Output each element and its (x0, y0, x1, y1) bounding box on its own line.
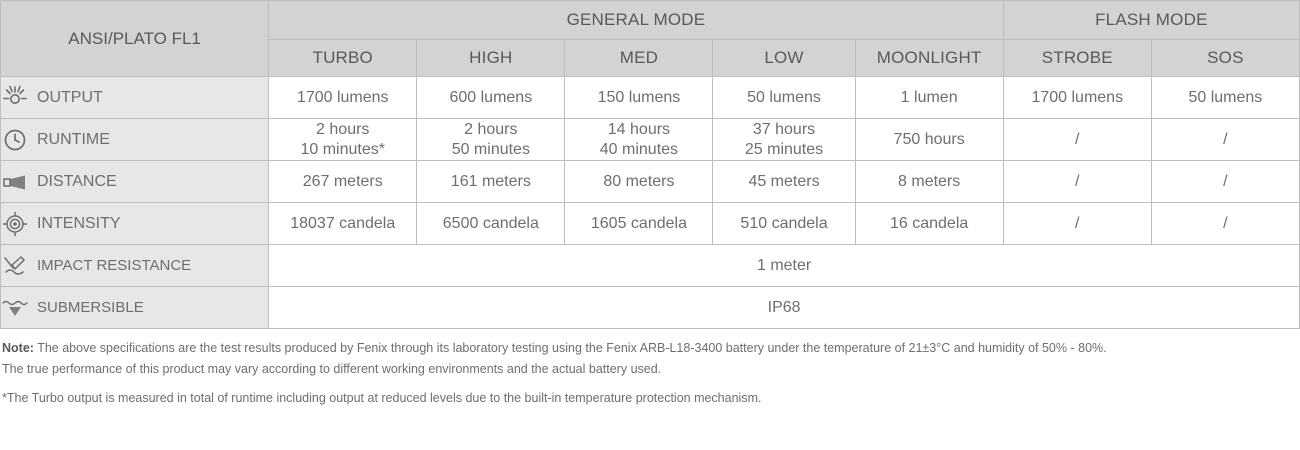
cell-distance-moonlight: 8 meters (855, 161, 1003, 203)
row-label-runtime (1, 119, 269, 161)
cell-intensity-low: 510 candela (713, 203, 855, 245)
cell-intensity-moonlight: 16 candela (855, 203, 1003, 245)
row-label-text: INTENSITY (37, 214, 121, 232)
row-label-text: IMPACT RESISTANCE (37, 257, 192, 274)
footnote-line2: The true performance of this product may vary according to different working environments and the actual battery used. (2, 361, 662, 376)
table-row (1, 119, 1300, 161)
corner-header-ansi-plato: ANSI/PLATO FL1 (1, 1, 269, 77)
cell-runtime-med-line1: 14 hours (607, 120, 671, 138)
beam-distance-icon (1, 168, 29, 196)
cell-output-moonlight: 1 lumen (855, 77, 1003, 119)
column-header-high: HIGH (417, 40, 565, 77)
cell-runtime-turbo (269, 119, 417, 161)
row-label-impact-resistance (1, 245, 269, 287)
cell-runtime-low (713, 119, 855, 161)
cell-intensity-sos: / (1151, 203, 1299, 245)
row-label-text: RUNTIME (37, 130, 110, 148)
table-row (1, 203, 1300, 245)
cell-distance-low: 45 meters (713, 161, 855, 203)
cell-runtime-low-line1: 37 hours (752, 120, 816, 138)
cell-impact-resistance-value: 1 meter (269, 245, 1300, 287)
cell-runtime-sos: / (1151, 119, 1299, 161)
cell-runtime-strobe: / (1003, 119, 1151, 161)
footnote-line1: The above specifications are the test results produced by Fenix through its laboratory testing using the Fenix ARB-L18-3400 battery under the temperature of 21±3°C and humidity of 50% - 80%. (33, 341, 1107, 355)
cell-runtime-high-line2: 50 minutes (451, 140, 530, 158)
cell-runtime-turbo-line2: 10 minutes* (300, 140, 385, 158)
cell-distance-high: 161 meters (417, 161, 565, 203)
table-row (1, 77, 1300, 119)
cell-runtime-turbo-line1: 2 hours (316, 120, 370, 138)
column-header-turbo: TURBO (269, 40, 417, 77)
cell-intensity-med: 1605 candela (565, 203, 713, 245)
cell-intensity-turbo: 18037 candela (269, 203, 417, 245)
cell-runtime-med (565, 119, 713, 161)
column-header-strobe: STROBE (1003, 40, 1151, 77)
footnote-label: Note: (2, 341, 34, 355)
cell-output-sos: 50 lumens (1151, 77, 1299, 119)
cell-output-turbo: 1700 lumens (269, 77, 417, 119)
cell-distance-sos: / (1151, 161, 1299, 203)
row-label-submersible (1, 287, 269, 329)
table-row (1, 245, 1300, 287)
column-header-low: LOW (713, 40, 855, 77)
cell-runtime-low-line2: 25 minutes (744, 140, 824, 158)
table-row (1, 287, 1300, 329)
target-intensity-icon (1, 210, 29, 238)
footnote-line3: *The Turbo output is measured in total of runtime including output at reduced levels due to the built-in temperature protection mechanism. (2, 390, 762, 405)
column-header-moonlight: MOONLIGHT (855, 40, 1003, 77)
impact-drop-icon (1, 252, 29, 280)
cell-runtime-med-line2: 40 minutes (599, 140, 679, 158)
column-header-sos: SOS (1151, 40, 1299, 77)
row-label-distance (1, 161, 269, 203)
cell-runtime-moonlight: 750 hours (855, 119, 1003, 161)
cell-output-med: 150 lumens (565, 77, 713, 119)
cell-distance-strobe: / (1003, 161, 1151, 203)
cell-distance-turbo: 267 meters (269, 161, 417, 203)
row-label-intensity (1, 203, 269, 245)
cell-output-strobe: 1700 lumens (1003, 77, 1151, 119)
cell-runtime-high (417, 119, 565, 161)
water-wave-icon (1, 294, 29, 322)
cell-submersible-value: IP68 (269, 287, 1300, 329)
row-label-text: SUBMERSIBLE (37, 299, 144, 316)
footnote-primary (2, 339, 1298, 358)
column-header-med: MED (565, 40, 713, 77)
row-label-text: OUTPUT (37, 88, 103, 106)
cell-runtime-high-line1: 2 hours (464, 120, 518, 138)
cell-distance-med: 80 meters (565, 161, 713, 203)
sun-burst-icon (1, 84, 29, 112)
cell-output-high: 600 lumens (417, 77, 565, 119)
cell-output-low: 50 lumens (713, 77, 855, 119)
table-header-groups (1, 1, 1300, 40)
group-header-general-mode: GENERAL MODE (269, 1, 1004, 40)
footnotes (0, 329, 1300, 407)
group-header-flash-mode: FLASH MODE (1003, 1, 1299, 40)
cell-intensity-strobe: / (1003, 203, 1151, 245)
cell-intensity-high: 6500 candela (417, 203, 565, 245)
table-row (1, 161, 1300, 203)
clock-icon (1, 126, 29, 154)
row-label-text: DISTANCE (37, 172, 117, 190)
row-label-output (1, 77, 269, 119)
